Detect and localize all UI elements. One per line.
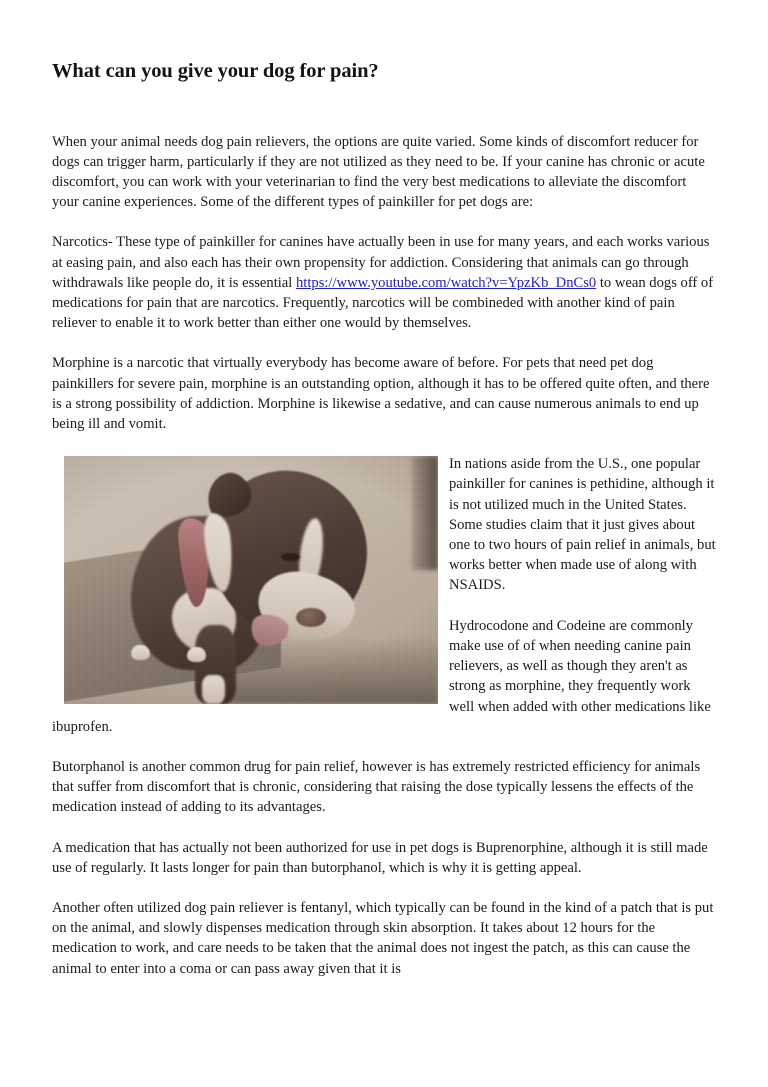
- paragraph-narcotics-text-after: to wean dogs off of medications for pain that are narcotics. Frequently, narcotics will be combineded with another kind of pain reliever to enable it to work better than either one would by themselves.: [52, 274, 714, 332]
- page-title: What can you give your dog for pain?: [52, 60, 379, 82]
- paragraph-intro: When your animal needs dog pain relievers, the options are quite varied. Some kinds of discomfort reducer for dogs can trigger harm, particularly if they are not utilized as they need to be. If your canine has chronic or acute discomfort, you can work with your veterinarian to find the very best medications to alleviate the discomfort your canine experiences. Some of the different types of painkiller for pet dogs are:: [52, 133, 705, 211]
- youtube-link[interactable]: https://www.youtube.com/watch?v=YpzKb_DnCs0: [296, 274, 597, 291]
- paragraph-hydrocodone: Hydrocodone and Codeine are commonly make use of of when needing canine pain relievers, as well as though they aren't as strong as morphine, they frequently work well when added with other medications like ibuprofen.: [52, 617, 711, 735]
- paragraph-narcotics-text-before: Narcotics- These type of painkiller for canines have actually been in use for many years, and each works various at easing pain, and also each has their own propensity for addiction. Considering that animals can go through withdrawals like people do, it is essential: [52, 234, 710, 291]
- photo-grain-overlay: [64, 456, 438, 704]
- paragraph-fentanyl: Another often utilized dog pain reliever is fentanyl, which typically can be found in the kind of a patch that is put on the animal, and slowly dispenses medication through skin absorption. It takes about 12 hours for the medication to work, and care needs to be taken that the animal does not ingest the patch, as this can cause the animal to enter into a coma or can pass away given that it is: [52, 899, 714, 977]
- paragraph-pethidine: In nations aside from the U.S., one popular painkiller for canines is pethidine, although it is not utilized much in the United States. Some studies claim that it just gives about one to two hours of pain relief in animals, but works better when made use of along with NSAIDS.: [449, 456, 716, 594]
- dog-photo-scene: [64, 456, 438, 704]
- paragraph-butorphanol: Butorphanol is another common drug for pain relief, however is has extremely restricted efficiency for animals that suffer from discomfort that is chronic, considering that raising the dose typically lessens the effects of the medication instead of adding to its advantages.: [52, 758, 701, 816]
- paragraph-narcotics: [52, 232, 716, 333]
- photo-and-text-block: [52, 454, 716, 737]
- paragraph-buprenorphine: A medication that has actually not been authorized for use in pet dogs is Buprenorphine, although it is still made use of regularly. It lasts longer for pain than butorphanol, which is why it is getting appeal.: [52, 839, 708, 876]
- paragraph-morphine: Morphine is a narcotic that virtually everybody has become aware of before. For pets that need pet dog painkillers for severe pain, morphine is an outstanding option, although it has to be offered quite often, and there is a strong possibility of addiction. Morphine is likewise a sedative, and can cause numerous animals to end up being ill and vomit.: [52, 355, 710, 433]
- dog-photo: [64, 456, 438, 704]
